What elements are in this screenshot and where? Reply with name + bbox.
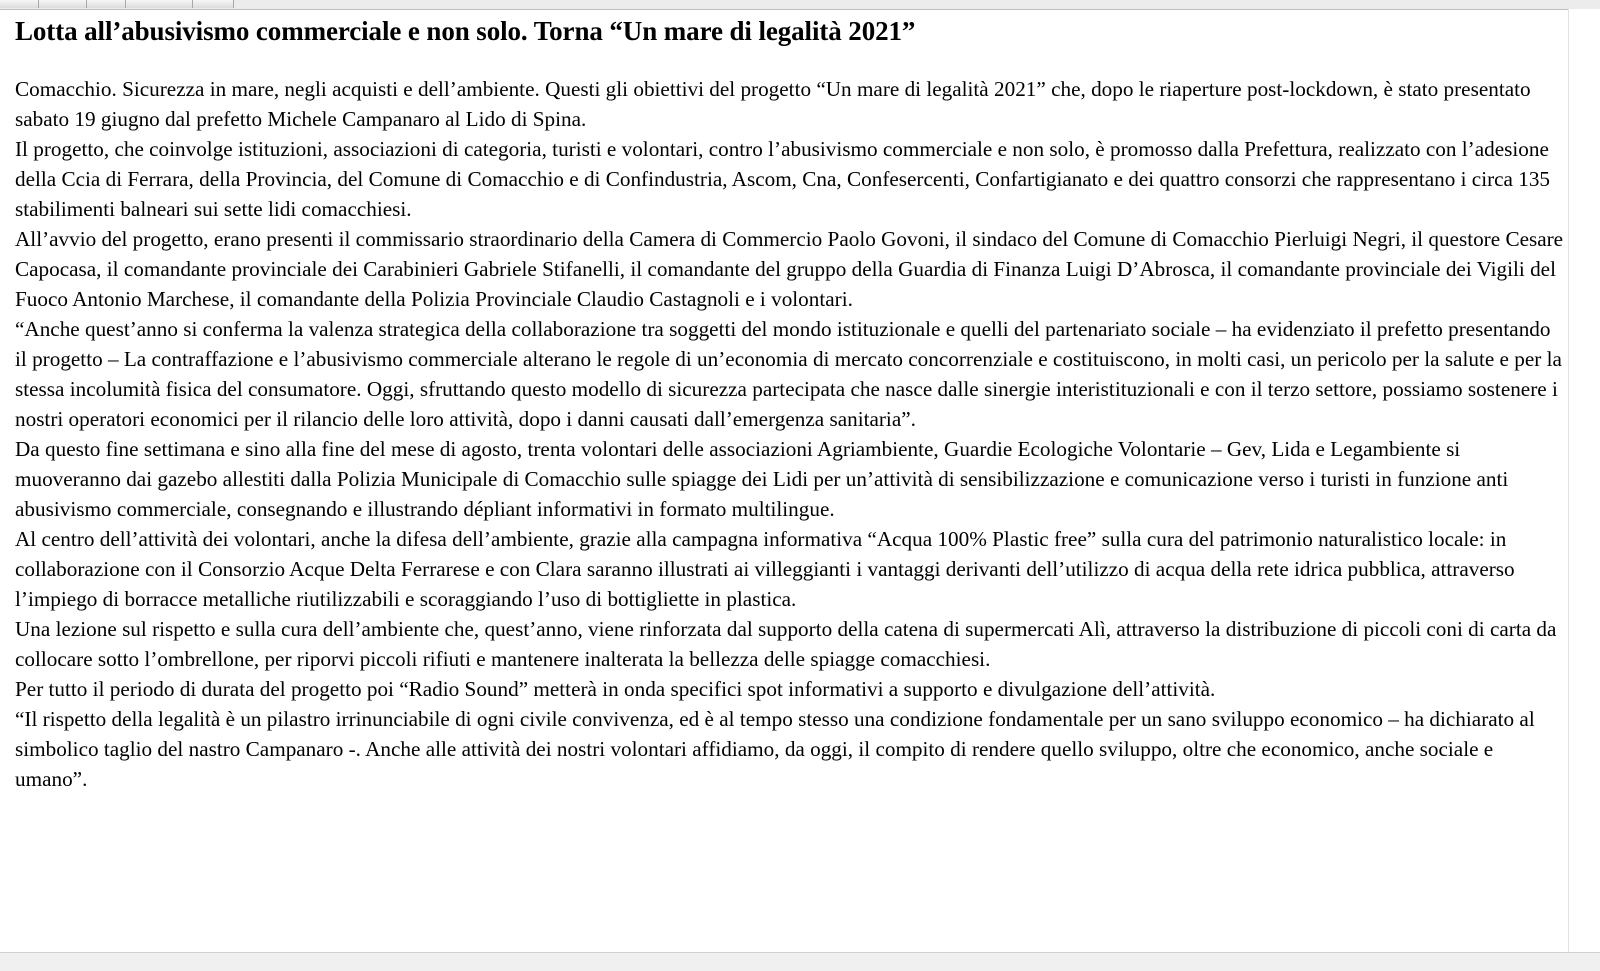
article-paragraph: Una lezione sul rispetto e sulla cura dell’ambiente che, quest’anno, viene rinforzata dal supporto della catena di supermercati Alì, attraverso la distribuzione di piccoli coni di carta da collocare sotto l’ombrellone, per riporvi piccoli rifiuti e mantenere inalterata la bellezza delle spiagge comacchiesi.: [15, 617, 1557, 671]
toolbar-button[interactable]: [0, 0, 39, 8]
vertical-scrollbar[interactable]: [1568, 9, 1600, 953]
toolbar-button[interactable]: [126, 0, 193, 8]
article-paragraph: “Anche quest’anno si conferma la valenza strategica della collaborazione tra soggetti del mondo istituzionale e quelli del partenariato sociale – ha evidenziato il prefetto presentando il progetto – La contraffazione e l’abusivismo commerciale alterano le regole di un’economia di mercato concorrenziale e costituiscono, in molti casi, un pericolo per la salute e per la stessa incolumità fisica del consumatore. Oggi, sfruttando questo modello di sicurezza partecipata che nasce dalle sinergie interistituzionali e con il terzo settore, possiamo sostenere i nostri operatori economici per il rilancio delle loro attività, dopo i danni causati dall’emergenza sanitaria”.: [15, 317, 1562, 431]
toolbar-button[interactable]: [39, 0, 87, 8]
article-paragraph: “Il rispetto della legalità è un pilastro irrinunciabile di ogni civile convivenza, ed è al tempo stesso una condizione fondamentale per un sano sviluppo economico – ha dichiarato al simbolico taglio del nastro Campanaro -. Anche alle attività dei nostri volontari affidiamo, da oggi, il compito di rendere quello sviluppo, oltre che economico, anche sociale e umano”.: [15, 707, 1535, 791]
title-spacing: [15, 50, 1567, 74]
article-paragraph: Il progetto, che coinvolge istituzioni, associazioni di categoria, turisti e volontari, contro l’abusivismo commerciale e non solo, è promosso dalla Prefettura, realizzato con l’adesione della Ccia di Ferrara, della Provincia, del Comune di Comacchio e di Confindustria, Ascom, Cna, Confesercenti, Confartigianato e dei quattro consorzi che rappresentano i circa 135 stabilimenti balneari sui sette lidi comacchiesi.: [15, 137, 1551, 221]
document-page: [15, 12, 1567, 794]
article-paragraph: All’avvio del progetto, erano presenti il commissario straordinario della Camera di Commercio Paolo Govoni, il sindaco del Comune di Comacchio Pierluigi Negri, il questore Cesare Capocasa, il comandante provinciale dei Carabinieri Gabriele Stifanelli, il comandante del gruppo della Guardia di Finanza Luigi D’Abrosca, il comandante provinciale dei Vigili del Fuoco Antonio Marchese, il comandante della Polizia Provinciale Claudio Castagnoli e i volontari.: [15, 227, 1564, 311]
toolbar-button[interactable]: [87, 0, 126, 8]
article-paragraph: Al centro dell’attività dei volontari, anche la difesa dell’ambiente, grazie alla campagna informativa “Acqua 100% Plastic free” sulla cura del patrimonio naturalistico locale: in collaborazione con il Consorzio Acque Delta Ferrarese e con Clara saranno illustrati ai villeggianti i vantaggi derivanti dell’utilizzo di acqua della rete idrica pubblica, attraverso l’impiego di borracce metalliche riutilizzabili e scoraggiando l’uso di bottigliette in plastica.: [15, 527, 1515, 611]
status-bar: [0, 952, 1600, 971]
top-toolbar: [0, 0, 1600, 10]
article-paragraph: Da questo fine settimana e sino alla fine del mese di agosto, trenta volontari delle associazioni Agriambiente, Guardie Ecologiche Volontarie – Gev, Lida e Legambiente si muoveranno dai gazebo allestiti dalla Polizia Municipale di Comacchio sulle spiagge dei Lidi per un’attività di sensibilizzazione e comunicazione verso i turisti in funzione anti abusivismo commerciale, consegnando e illustrando dépliant informativi in formato multilingue.: [15, 437, 1509, 521]
article-title: Lotta all’abusivismo commerciale e non solo. Torna “Un mare di legalità 2021”: [15, 16, 916, 46]
toolbar-button[interactable]: [193, 0, 234, 8]
article-paragraph: Per tutto il periodo di durata del progetto poi “Radio Sound” metterà in onda specifici spot informativi a supporto e divulgazione dell’attività.: [15, 677, 1216, 701]
article-paragraph: Comacchio. Sicurezza in mare, negli acquisti e dell’ambiente. Questi gli obiettivi del progetto “Un mare di legalità 2021” che, dopo le riaperture post-lockdown, è stato presentato sabato 19 giugno dal prefetto Michele Campanaro al Lido di Spina.: [15, 77, 1531, 131]
